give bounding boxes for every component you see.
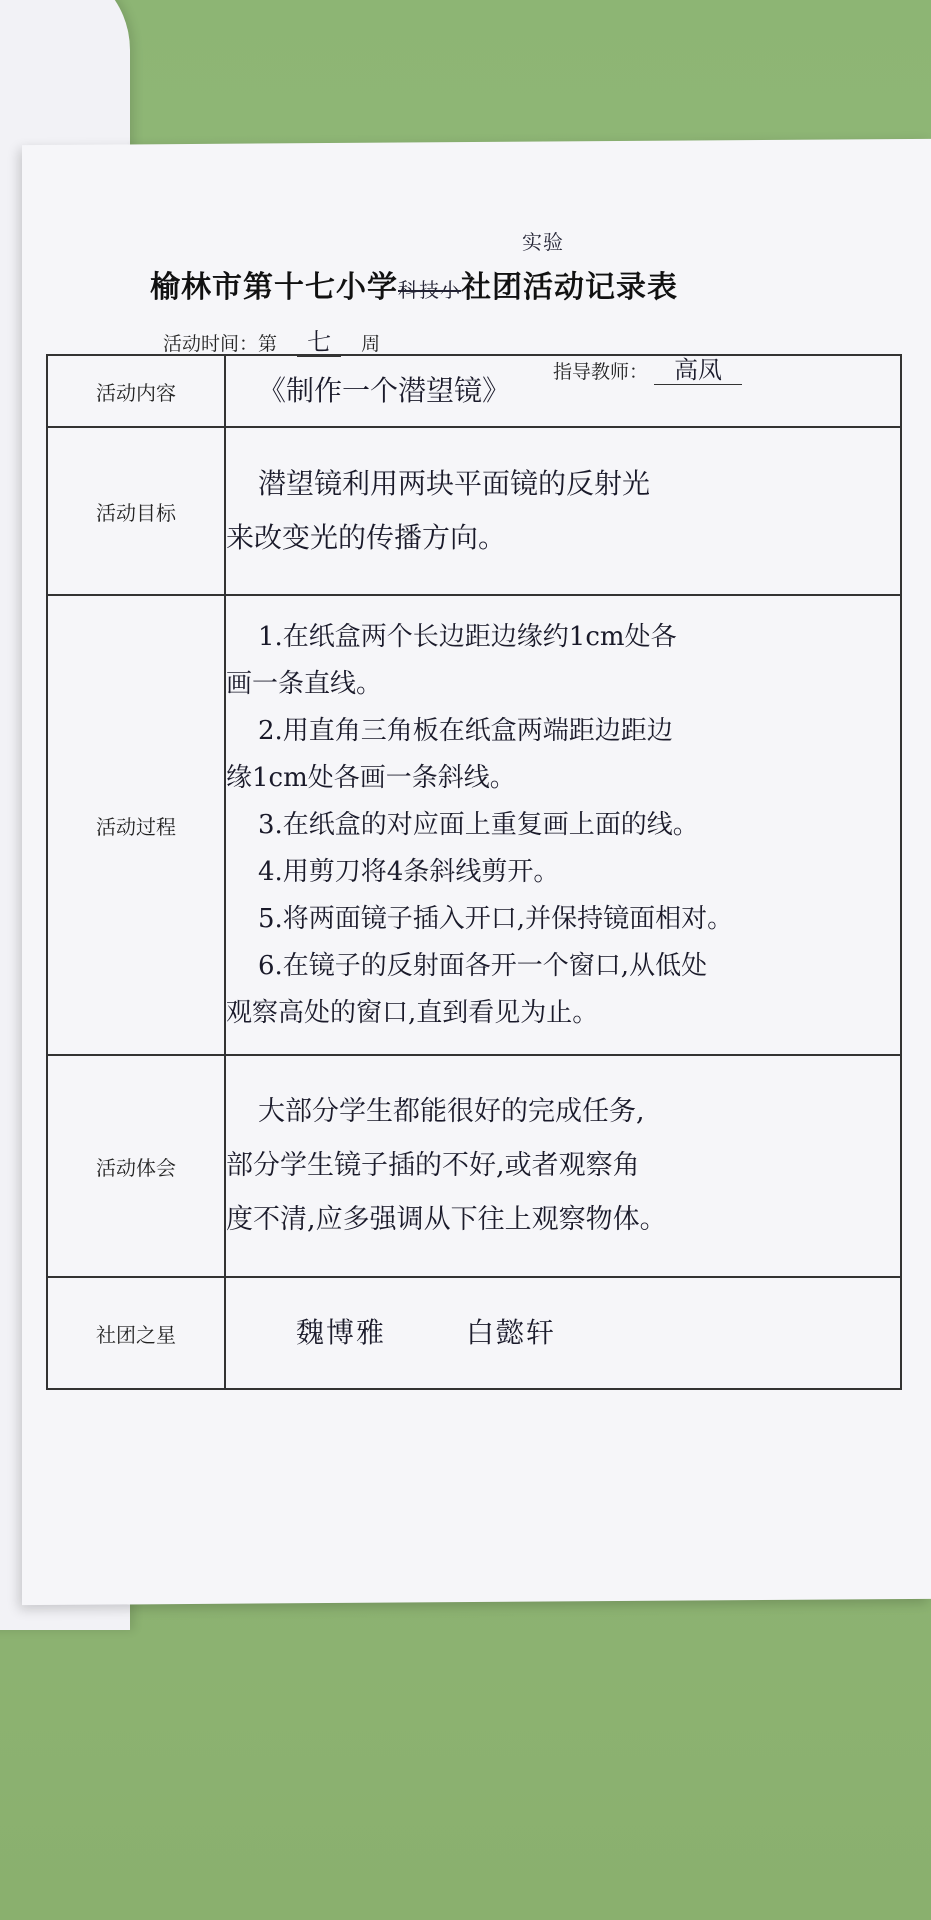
week-value: 七	[297, 328, 341, 357]
row-stars	[47, 1277, 901, 1389]
process-line: 缘1cm处各画一条斜线。	[226, 762, 516, 793]
process-line: 5.将两面镜子插入开口,并保持镜面相对。	[258, 903, 734, 934]
teacher-name: 高凤	[654, 356, 742, 385]
star-name: 魏博雅	[296, 1316, 387, 1349]
process-line: 观察高处的窗口,直到看见为止。	[226, 997, 599, 1028]
title-prefix: 榆林市第十七小学	[150, 270, 398, 305]
value-content	[225, 355, 901, 427]
process-line: 4.用剪刀将4条斜线剪开。	[258, 856, 560, 887]
label-stars: 社团之星	[47, 1277, 225, 1389]
value-stars	[225, 1277, 901, 1389]
content-text: 《制作一个潜望镜》	[258, 374, 511, 407]
time-label: 活动时间：第	[163, 333, 278, 355]
record-table	[46, 354, 902, 1390]
row-reflection	[47, 1055, 901, 1277]
activity-time	[163, 322, 380, 357]
reflection-line: 度不清,应多强调从下往上观察物体。	[226, 1204, 667, 1235]
label-process: 活动过程	[47, 595, 225, 1055]
row-goal	[47, 427, 901, 595]
reflection-line: 部分学生镜子插的不好,或者观察角	[226, 1150, 640, 1181]
title-crossed-word: 科技小	[398, 278, 461, 302]
process-line: 6.在镜子的反射面各开一个窗口,从低处	[258, 950, 708, 981]
label-reflection: 活动体会	[47, 1055, 225, 1277]
row-process	[47, 595, 901, 1055]
value-process	[225, 595, 901, 1055]
process-line: 1.在纸盒两个长边距边缘约1cm处各	[258, 621, 677, 652]
label-goal: 活动目标	[47, 427, 225, 595]
form-title	[150, 230, 678, 306]
value-reflection	[225, 1055, 901, 1277]
label-content: 活动内容	[47, 355, 225, 427]
star-name: 白懿轩	[466, 1316, 557, 1349]
goal-line: 来改变光的传播方向。	[226, 521, 507, 554]
goal-line: 潜望镜利用两块平面镜的反射光	[258, 467, 651, 500]
title-suffix: 社团活动记录表	[461, 270, 678, 305]
week-unit: 周	[361, 333, 381, 355]
row-content	[47, 355, 901, 427]
process-line: 3.在纸盒的对应面上重复画上面的线。	[258, 809, 699, 840]
process-line: 2.用直角三角板在纸盒两端距边距边	[258, 715, 673, 746]
title-inserted-word: 实验	[522, 230, 564, 254]
teacher-label: 指导教师：	[553, 361, 649, 383]
process-line: 画一条直线。	[226, 668, 383, 699]
value-goal	[225, 427, 901, 595]
reflection-line: 大部分学生都能很好的完成任务,	[258, 1096, 645, 1127]
